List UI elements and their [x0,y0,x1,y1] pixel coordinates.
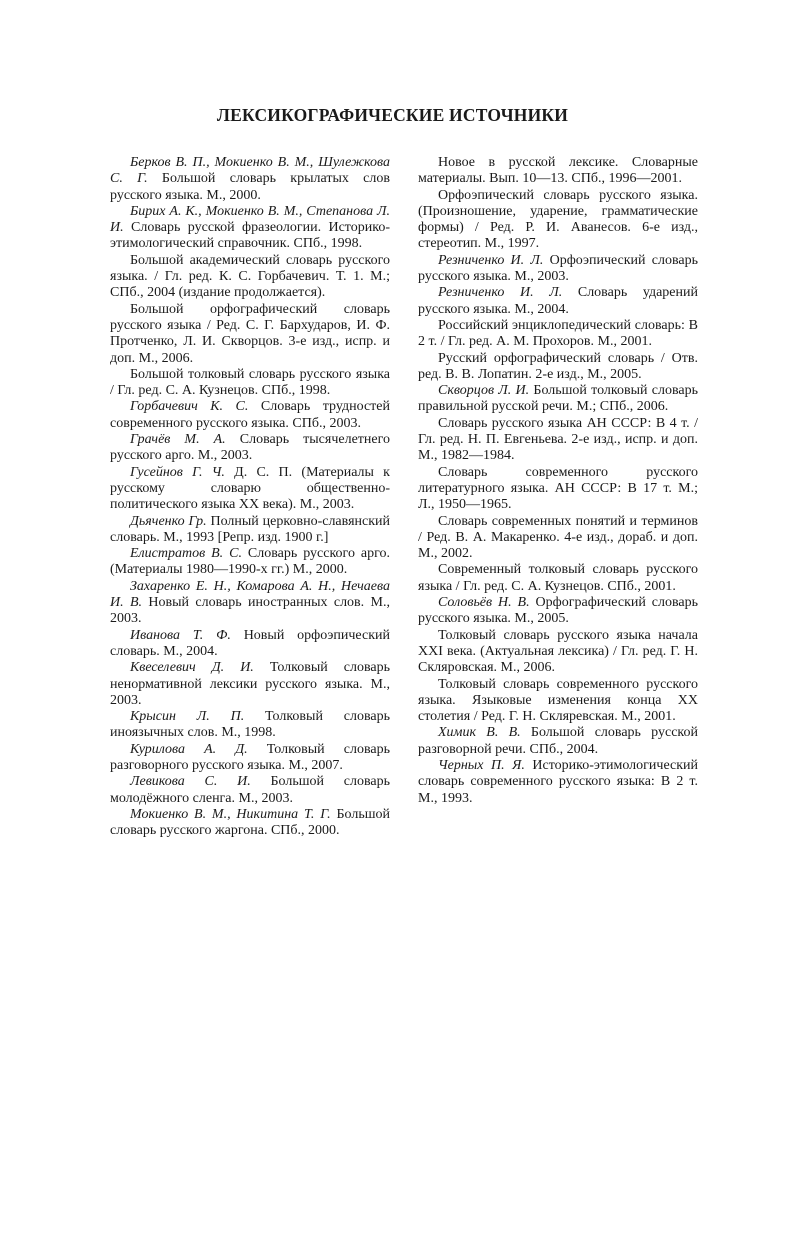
entry-text: Толковый словарь современного русского языка. Языковые изменения конца XX столетия / Ред. Г. Н. Скляревская. М., 2001. [418,676,698,725]
entry-text: Словарь русской фразеологии. Историко-этимологический справочник. СПб., 1998. [110,220,390,252]
entry-text: Современный толковый словарь русского языка / Гл. ред. С. А. Кузнецов. СПб., 2001. [418,562,698,594]
entry-author: Левикова С. И. [130,774,251,790]
bibliography-entry [110,204,390,253]
entry-text: Большой словарь молодёжного сленга. М., 2003. [110,774,390,806]
bibliography-entry [418,318,698,351]
bibliography-entry [110,253,390,302]
entry-text: Большой академический словарь русского языка. / Гл. ред. К. С. Горбачевич. Т. 1. М.; СПб., 2004 (издание продолжается). [110,252,390,301]
entry-author: Мокиенко В. М., Никитина Т. Г. [130,806,331,822]
entry-text: Большой толковый словарь правильной русской речи. М.; СПб., 2006. [418,383,699,415]
entry-text: Российский энциклопедический словарь: В 2 т. / Гл. ред. А. М. Прохоров. М., 2001. [418,317,698,350]
entry-text: Орфоэпический словарь русского языка. М., 2003. [418,252,698,285]
entry-author: Иванова Т. Ф. [130,627,231,643]
entry-author: Соловьёв Н. В. [438,595,530,611]
entry-text: Толковый словарь ненормативной лексики русского языка. М., 2003. [110,660,390,708]
bibliography-entry [110,660,390,709]
entry-author: Скворцов Л. И. [438,383,530,399]
page-title: ЛЕКСИКОГРАФИЧЕСКИЕ ИСТОЧНИКИ [216,105,569,125]
entry-text: Словарь трудностей современного русского языка. СПб., 2003. [110,399,390,431]
bibliography-entry [110,774,390,807]
bibliography-entry [110,399,390,432]
bibliography-entry [418,383,698,416]
bibliography-entry [110,432,390,465]
bibliography-entry [418,514,698,563]
entry-text: Словарь русского языка АН СССР: В 4 т. / Гл. ред. Н. П. Евгеньева. 2-е изд., испр. и доп. М., 1982—1984. [418,415,698,464]
entry-text: Новый орфоэпический словарь. М., 2004. [110,627,390,659]
entry-text: Большой словарь русского жаргона. СПб., 2000. [110,806,390,839]
entry-author: Елистратов В. С. [130,546,242,562]
entry-author: Квеселевич Д. И. [130,660,254,676]
entry-author: Крысин Л. П. [130,709,245,725]
bibliography-entry [418,188,698,253]
entry-author: Горбачевич К. С. [130,399,249,415]
bibliography-entry [418,285,698,318]
entry-text: Большой словарь крылатых слов русского языка. М., 2000. [110,171,390,203]
entry-author: Резниченко И. Л. [438,252,544,268]
entry-text: Орфоэпический словарь русского языка. (Произношение, ударение, грамматические формы) / Ред. Р. И. Аванесов. 6-е изд., стереотип. М., 1997. [418,187,698,252]
entry-text: Словарь современных понятий и терминов / Ред. В. А. Макаренко. 4-е изд., дораб. и доп. М., 2002. [418,513,698,562]
bibliography-entry [110,628,390,661]
bibliography-entry [110,155,390,204]
entry-text: Словарь ударений русского языка. М., 2004. [418,285,698,317]
entry-author: Резниченко И. Л. [438,285,563,301]
bibliography-entry [418,465,698,514]
entry-text: Д. С. П. (Материалы к русскому словарю общественно-политического языка XX века). М., 2003. [110,464,390,513]
entry-author: Курилова А. Д. [130,741,248,757]
entry-text: Словарь тысячелетнего русского арго. М., 2003. [110,432,390,464]
bibliography-entry [418,416,698,465]
entry-author: Бирих А. К., Мокиенко В. М., Степанова Л. И. [110,203,390,236]
entry-author: Захаренко Е. Н., Комарова А. Н., Нечаева И. В. [110,578,390,611]
bibliography-entry [418,562,698,595]
bibliography-entry [110,465,390,514]
bibliography-entry [110,514,390,547]
left-column [110,155,390,839]
bibliography-entry [418,725,698,758]
entry-author: Дьяченко Гр. [130,513,207,529]
bibliography-entry [418,351,698,384]
entry-text: Толковый словарь иноязычных слов. М., 1998. [110,709,390,741]
bibliography-entry [418,253,698,286]
bibliography-entry [110,367,390,400]
entry-text: Словарь современного русского литературного языка. АН СССР: В 17 т. М.; Л., 1950—1965. [418,464,698,513]
entry-text: Словарь русского арго. (Материалы 1980—1990-х гг.) М., 2000. [110,546,391,578]
bibliography-entry [110,807,390,840]
entry-text: Новый словарь иностранных слов. М., 2003. [110,595,390,627]
entry-author: Берков В. П., Мокиенко В. М., Шулежкова С. Г. [110,155,390,187]
bibliography-entry [418,758,698,807]
bibliography-entry [110,709,390,742]
bibliography-entry [110,302,390,367]
entry-text: Новое в русской лексике. Словарные материалы. Вып. 10—13. СПб., 1996—2001. [418,155,698,187]
bibliography-entry [110,546,390,579]
bibliography-entry [418,677,698,726]
bibliography-entry [110,579,390,628]
entry-text: Большой орфографический словарь русского языка / Ред. С. Г. Бархударов, И. Ф. Протченко, Л. И. Скворцов. 3-е изд., испр. и доп. М., 2006. [110,301,390,366]
entry-text: Большой словарь русской разговорной речи. СПб., 2004. [418,725,698,757]
entry-text: Толковый словарь русского языка начала XXI века. (Актуальная лексика) / Гл. ред. Г. Н. Скляровская. М., 2006. [418,627,698,676]
entry-author: Черных П. Я. [438,757,525,773]
entry-author: Грачёв М. А. [130,432,226,448]
entry-text: Орфографический словарь русского языка. М., 2005. [418,595,699,627]
entry-text: Историко-этимологический словарь современного русского языка: В 2 т. М., 1993. [418,757,699,806]
entry-author: Химик В. В. [438,725,521,741]
entry-text: Полный церковно-славянский словарь. М., 1993 [Репр. изд. 1900 г.] [110,513,391,545]
entry-text: Русский орфографический словарь / Отв. ред. В. В. Лопатин. 2-е изд., М., 2005. [418,350,698,382]
entry-author: Гусейнов Г. Ч. [130,464,225,480]
entry-text: Большой толковый словарь русского языка / Гл. ред. С. А. Кузнецов. СПб., 1998. [110,366,390,399]
bibliography-entry [110,742,390,775]
bibliography-entry [418,628,698,677]
right-column [418,155,698,807]
entry-text: Толковый словарь разговорного русского языка. М., 2007. [110,741,390,773]
bibliography-entry [418,595,698,628]
bibliography-entry [418,155,698,188]
